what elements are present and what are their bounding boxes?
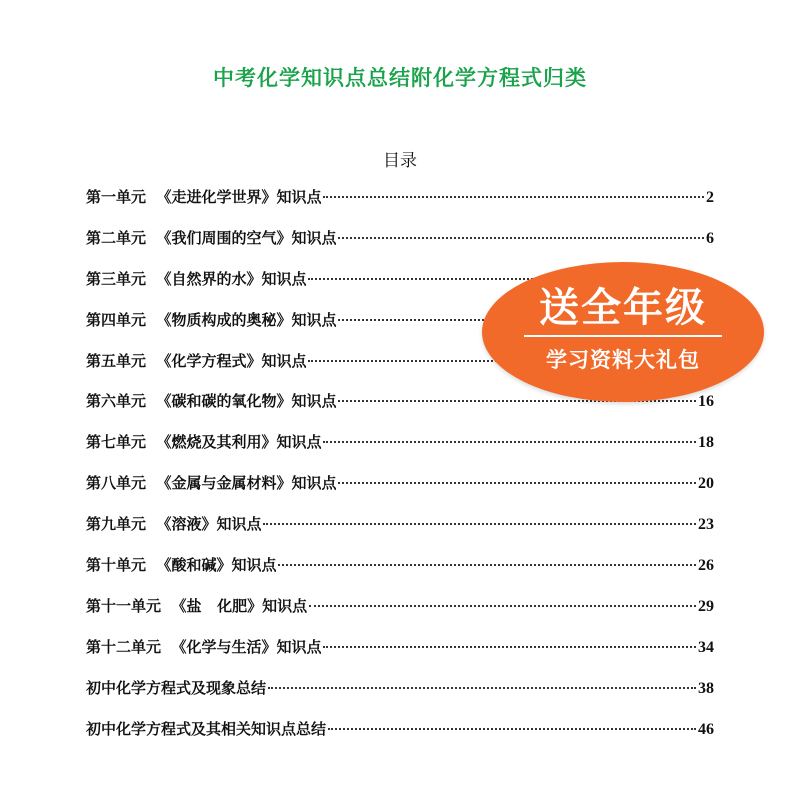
toc-leader-dots [323,440,696,443]
toc-leader-dots [338,481,696,484]
toc-entry-page: 2 [706,189,714,206]
toc-entry[interactable] [86,218,714,259]
toc-entry-label: 第四单元 《物质构成的奥秘》知识点 [86,310,337,329]
toc-entry-page: 16 [698,393,714,411]
toc-entry[interactable] [86,627,714,668]
promo-headline: 送全年级 [539,285,707,331]
toc-entry[interactable] [86,709,714,750]
toc-entry[interactable] [86,504,714,545]
toc-leader-dots [309,604,696,607]
toc-leader-dots [338,236,704,239]
toc-leader-dots [323,645,696,648]
toc-entry-page: 26 [698,557,714,575]
toc-entry-label: 第九单元 《溶液》知识点 [86,515,262,534]
promo-badge[interactable] [482,262,764,402]
toc-entry-label: 第十一单元 《盐 化肥》知识点 [86,596,308,615]
toc-entry[interactable] [86,422,714,463]
toc-heading: 目录 [383,151,417,171]
toc-entry-label: 初中化学方程式及其相关知识点总结 [86,719,327,738]
toc-entry[interactable] [86,586,714,627]
toc-entry-label: 第十二单元 《化学与生活》知识点 [86,637,322,656]
toc-entry-page: 46 [698,720,714,738]
toc-entry-label: 第一单元 《走进化学世界》知识点 [86,188,322,206]
toc-entry-page: 18 [698,434,714,452]
toc-entry[interactable] [86,545,714,586]
toc-entry-page: 38 [698,679,714,697]
toc-entry-label: 第三单元 《自然界的水》知识点 [86,269,307,288]
toc-entry[interactable] [86,668,714,709]
toc-entry-label: 第十单元 《酸和碱》知识点 [86,556,277,575]
toc-entry-label: 第七单元 《燃烧及其利用》知识点 [86,433,322,452]
toc-leader-dots [268,686,696,689]
toc-entry-page: 20 [698,475,714,493]
toc-entry-label: 第二单元 《我们周围的空气》知识点 [86,228,337,247]
toc-entry-label: 初中化学方程式及现象总结 [86,678,267,697]
toc-entry-label: 第六单元 《碳和碳的氧化物》知识点 [86,392,337,411]
toc-leader-dots [323,195,704,198]
toc-entry[interactable] [86,463,714,504]
promo-subline: 学习资料大礼包 [546,348,700,372]
document-title: 中考化学知识点总结附化学方程式归类 [213,66,587,90]
toc-leader-dots [278,563,696,566]
toc-entry-page: 34 [698,638,714,656]
toc-entry-page: 23 [698,516,714,534]
toc-entry-page: 6 [706,229,714,247]
toc-entry-page: 29 [698,597,714,615]
promo-divider [524,335,722,337]
toc-leader-dots [328,727,696,730]
toc-leader-dots [263,522,696,525]
toc-entry-label: 第五单元 《化学方程式》知识点 [86,351,307,370]
toc-entry-label: 第八单元 《金属与金属材料》知识点 [86,474,337,493]
toc-entry[interactable] [86,177,714,218]
